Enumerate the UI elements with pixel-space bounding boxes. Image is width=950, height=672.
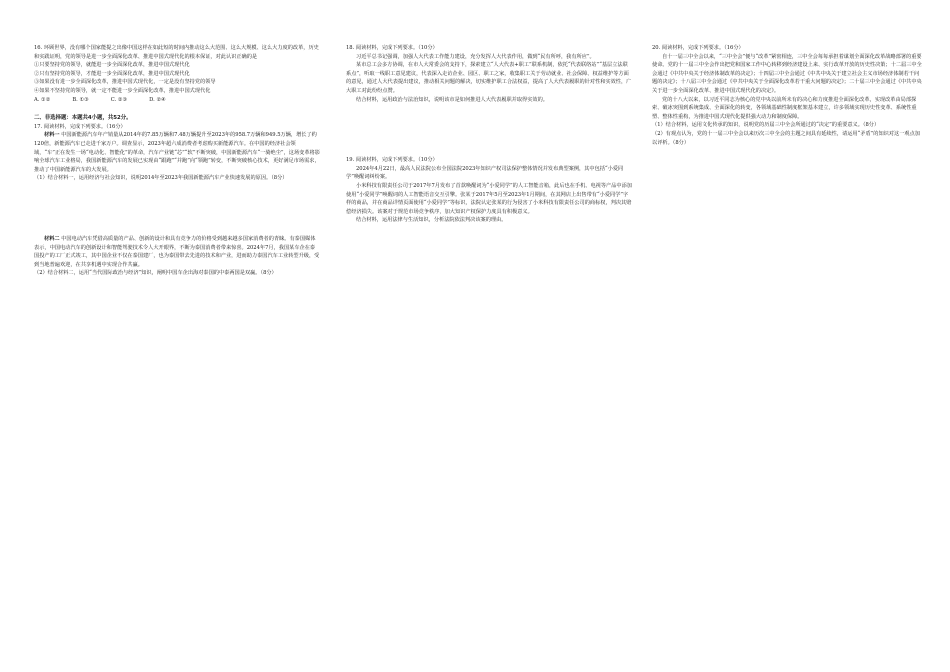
q18-stem: 18. 阅读材料，完成下列要求。（10分）: [346, 45, 438, 51]
q17-material-1-label: 材料一: [44, 132, 60, 139]
q20-question-1: （1）结合材料，运用文化传承的知识，说明党的历届三中全会所通过的“决定”的重要意义。（8分）: [652, 122, 880, 129]
q20-paragraph-2: 党的十八大以来，以习近平同志为核心的党中央以前所未有的决心和力度推进全面深化改革，实现改革由局部探索、破冰突围到系统集成、全面深化的转变，各领域基础性制度框架基本建立，许多领域实现历史性变革、系统性重塑、整体性重构，为推进中国式现代化提供强大动力和制度保障。: [652, 96, 917, 120]
q17-material-1-text: 中国新能源汽车年产销量从2014年的7.85万辆和7.48万辆提升至2023年的958.7万辆和949.5万辆，增长了约120倍，新能源汽车已走进千家万户。调查显示，2023年超六成消费者考虑购买新能源汽车。在中国的经济社会领域，“车”正在发生一场“电动化、智能化”的革命，汽车产业链“芯”“软”不断突破，中国新能源汽车“一骑绝尘”，这场变革将影响全球汽车工业格局，我国新能源汽车的发展已实现由“跟跑”“并跑”向“领跑”转变，不断突破核心技术，更好满足市场需求，推动了中国新能源汽车的大发展。: [34, 132, 320, 173]
q20-question-2: （2）有观点认为，党的十一届三中全会以来历次三中全会的主题之间具有延续性，请运用“矛盾”的知识对这一观点加以评析。（8分）: [652, 130, 920, 146]
q16-option-1: ①只要坚持党的领导，就能进一步全面深化改革，推进中国式现代化: [34, 62, 190, 69]
q19-paragraph-2: 小米科技有限责任公司于2017年7月发布了首款唤醒词为“小爱同学”的人工智能音箱，此后也在手机、电视等产品中添加使用“小爱同学”唤醒词的人工智能语音交互引擎。张某于2017年5月至2023年1月期间，在其网店上出售带有“小爱同学”字样的商品，并在商品详情页面使用“小爱同学”等标识，法院认定张某的行为侵害了小米科技有限责任公司的商标权，判决其赔偿经济损失。该案对于规范市场竞争秩序，加大知识产权保护力度具有积极意义。: [346, 182, 632, 215]
q19-question: 结合材料，运用法律与生活知识，分析法院依法判决该案的理由。: [356, 217, 507, 224]
q16-option-2: ②只有坚持党的领导，才能进一步全面深化改革，推进中国式现代化: [34, 70, 190, 77]
q16-choice-c: C. ②③: [110, 96, 128, 103]
q17-material-2-label: 材料二: [44, 235, 60, 242]
q17-question-2: （2）结合材料二，运用“当代国际政治与经济”知识，阐明中国车企出海对泰国的中泰两国是双赢。（8分）: [34, 270, 277, 277]
q16-option-4: ④如果不坚持党的领导，就一定不能进一步全面深化改革，推进中国式现代化: [34, 87, 211, 94]
q17-question-1: （1）结合材料一，运用经济与社会知识，说明2014年至2023年我国新能源汽车产业快速发展的原因。（8分）: [34, 175, 288, 182]
q16-stem: 16. 环顾世界，没有哪个国家能提之出像中国这样在如此短的时间内推动这么大范围、这么大规模、这么大力度的改革，历史和实践证明，党的领导是进一步全面深化改革、推进中国式现代化的根本保证，对此认识正确的是: [34, 45, 319, 60]
q18-question: 结合材料，运用政治与法治知识，说明该市是如何推进人大代表履职并取得实效的。: [356, 96, 548, 103]
q16-choice-b: B. ①③: [72, 96, 89, 103]
q16-choices: [34, 96, 320, 105]
q17-stem: 17. 阅读材料，完成下列要求。（16分）: [34, 123, 126, 130]
q16-choice-d: D. ②④: [149, 96, 166, 103]
q20-paragraph-1: 自十一届三中全会以来，“三中全会”便与“改革”紧密相连，三中全会每每承担着谋划全面深化改革战略部署的重要使命。党的十一届三中全会作出把党和国家工作中心转移到经济建设上来、实行改革开放的历史性决策；十二届三中全会通过《中共中央关于经济体制改革的决定》；十四届三中全会通过《中共中央关于建立社会主义市场经济体制若干问题的决定》；十八届三中全会通过《中共中央关于全面深化改革若干重大问题的决定》；二十届三中全会通过《中共中央关于进一步全面深化改革、推进中国式现代化的决定》。: [652, 53, 922, 94]
q19-paragraph-1: 2024年4月22日，最高人民法院公布全国法院2023年知识产权司法保护整体情况并发布典型案例，其中包括“小爱同学”唤醒词纠纷案。: [346, 165, 624, 181]
q16-option-3: ③如果没有进一步全面深化改革，推进中国式现代化，一定是没有坚持党的领导: [34, 79, 216, 86]
q18-paragraph-2: 某市总工会多方协调，在市人大常委会的支持下，探索建立“人大代表+职工”联系机制，依托“代表联络站”“基层立法联系点”，听取一线职工意见建议，代表深入走访企业、园区、职工之家，收集职工关于劳动就业、社会保障、权益维护等方面的意见，通过人大代表提出建议，推动相关问题的解决，切实维护职工合法权益，提高了人大代表履职的针对性和实效性，广大职工对此纷纷点赞。: [346, 62, 632, 94]
q20-stem: 20. 阅读材料，完成下列要求。（16分）: [652, 45, 744, 51]
q19-stem: 19. 阅读材料，完成下列要求。（10分）: [346, 157, 438, 164]
q18-paragraph-1: 习近平总书记强调，加强人大代表工作能力建设，充分发挥人大代表作用，做到“民有所呼，我有所应”。: [356, 53, 595, 60]
column-left: [34, 44, 320, 278]
q16-choice-a: A. ①②: [34, 96, 51, 103]
column-right: [652, 44, 922, 147]
column-middle: [346, 44, 632, 225]
q17-material-2-text: 中国电动汽车凭借高质量的产品、创新的设计和具有竞争力的价格受到越来越多国家消费者的青睐。有泰国媒体表示，中国电动汽车的创新设计和智能驾驶技术令人大开眼界，不断为泰国消费者带来惊喜。2024年7月，我国某车企在泰国投产的工厂正式竣工，其中国企业不仅在泰国建厂，也为泰国带去先进的技术和产业，进而助力泰国汽车工业转型升级，受到当地普遍欢迎，在共享机遇中实现合作共赢。: [34, 235, 320, 268]
section-2-title: 二、非选择题：本题共4小题，共52分。: [34, 115, 132, 122]
